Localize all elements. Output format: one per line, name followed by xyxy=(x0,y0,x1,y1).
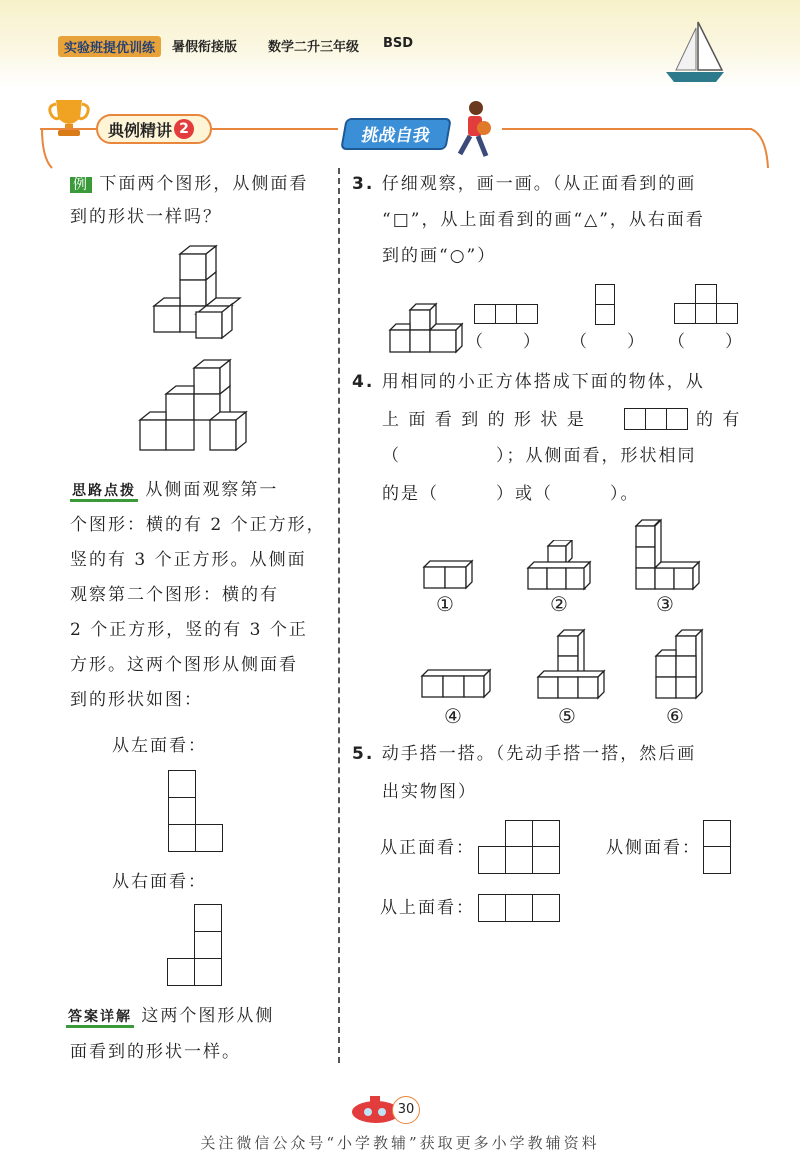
q4-line1-text: 用相同的小正方体搭成下面的物体，从 xyxy=(381,372,705,392)
example-badge: 例 xyxy=(70,177,92,193)
q4-line2-a: 上 面 看 到 的 形 状 是 xyxy=(382,410,586,430)
q4-figure-2 xyxy=(524,540,594,592)
section-bracket xyxy=(40,128,54,172)
q3-blank-a[interactable]: （ ） xyxy=(466,332,542,352)
q5-number: 5. xyxy=(352,744,375,764)
left-view-label: 从左面看： xyxy=(112,736,207,756)
hint-line-0 xyxy=(70,474,278,508)
q4-label-6: ⑥ xyxy=(666,704,684,728)
q4-label-3: ③ xyxy=(656,592,674,616)
q3-blank-b[interactable]: （ ） xyxy=(570,332,646,352)
hint-line-1: 个图形：横的有 2 个正方形， xyxy=(70,515,326,535)
hint-tag: 思路点拨 xyxy=(70,483,138,502)
q5-front-label: 从正面看： xyxy=(380,838,475,858)
q4-label-1: ① xyxy=(436,592,454,616)
q3-blank-c[interactable]: （ ） xyxy=(668,332,744,352)
q5-line2: 出实物图） xyxy=(382,782,477,802)
section-line-mid xyxy=(212,128,338,130)
right-view-label: 从右面看： xyxy=(112,872,207,892)
q5-line1-text: 动手搭一搭。（先动手搭一搭，然后画 xyxy=(381,744,697,764)
q4-figure-3 xyxy=(632,518,704,592)
q3-line3: 到的画“○”） xyxy=(382,246,497,266)
q4-number: 4. xyxy=(352,372,375,392)
subject-label: 数学二升三年级 xyxy=(268,40,360,55)
page-number: 30 xyxy=(392,1096,420,1124)
q3-number: 3. xyxy=(352,174,375,194)
q4-line4[interactable]: 的是（ ）或（ ）。 xyxy=(382,484,640,504)
hint-line-text-0: 从侧面观察第一 xyxy=(145,480,279,500)
q5-line1 xyxy=(352,738,696,771)
sailboat-icon xyxy=(662,18,728,84)
challenge-badge: 挑战自我 xyxy=(340,118,452,150)
q4-figure-1 xyxy=(420,555,476,591)
section-number-badge: 2 xyxy=(174,119,194,139)
edition-label: 暑假衔接版 xyxy=(172,40,238,55)
q3-line1 xyxy=(352,168,696,201)
column-divider xyxy=(338,168,340,1063)
example-figure-2 xyxy=(138,358,258,454)
q4-label-4: ④ xyxy=(444,704,462,728)
section-line-right xyxy=(502,128,752,130)
section-title xyxy=(96,114,212,144)
example-question-line1: 下面两个图形，从侧面看 xyxy=(99,174,309,194)
hint-line-4: 2 个正方形，竖的有 3 个正 xyxy=(70,620,308,640)
hint-line-2: 竖的有 3 个正方形。从侧面 xyxy=(70,550,307,570)
q4-label-2: ② xyxy=(550,592,568,616)
q4-line2-b: 的 有 xyxy=(696,410,742,430)
q3-line2: “□”，从上面看到的画“△”，从右面看 xyxy=(382,210,705,230)
q4-label-5: ⑤ xyxy=(558,704,576,728)
answer-tag: 答案详解 xyxy=(66,1009,134,1028)
publisher-label: BSD xyxy=(383,36,414,51)
q4-figure-5 xyxy=(534,628,608,702)
q4-line1 xyxy=(352,366,705,399)
section-bracket-right xyxy=(740,128,770,172)
q4-figure-4 xyxy=(418,666,494,700)
hint-line-5: 方形。这两个图形从侧面看 xyxy=(70,655,298,675)
answer-line-1: 面看到的形状一样。 xyxy=(70,1042,241,1062)
section-title-text: 典例精讲 xyxy=(108,120,173,140)
q3-object-figure xyxy=(386,302,464,354)
brand-label: 实验班提优训练 xyxy=(58,36,161,57)
hint-line-6: 到的形状如图： xyxy=(70,690,203,710)
example-question-line2: 到的形状一样吗？ xyxy=(70,207,222,227)
example-question xyxy=(70,168,308,202)
q3-line1-text: 仔细观察，画一画。（从正面看到的画 xyxy=(381,174,697,194)
hint-line-3: 观察第二个图形：横的有 xyxy=(70,585,279,605)
footer-note: 关注微信公众号“小学教辅”获取更多小学教辅资料 xyxy=(200,1134,600,1152)
answer-line-text-0: 这两个图形从侧 xyxy=(141,1006,275,1026)
q4-figure-6 xyxy=(652,628,708,702)
example-figure-1 xyxy=(150,244,250,340)
q4-line3[interactable]: （ ）；从侧面看，形状相同 xyxy=(382,446,697,466)
q5-side-label: 从侧面看： xyxy=(606,838,701,858)
basketball-player-icon xyxy=(446,98,502,162)
q5-top-label: 从上面看： xyxy=(380,898,475,918)
answer-line-0 xyxy=(66,1000,274,1034)
